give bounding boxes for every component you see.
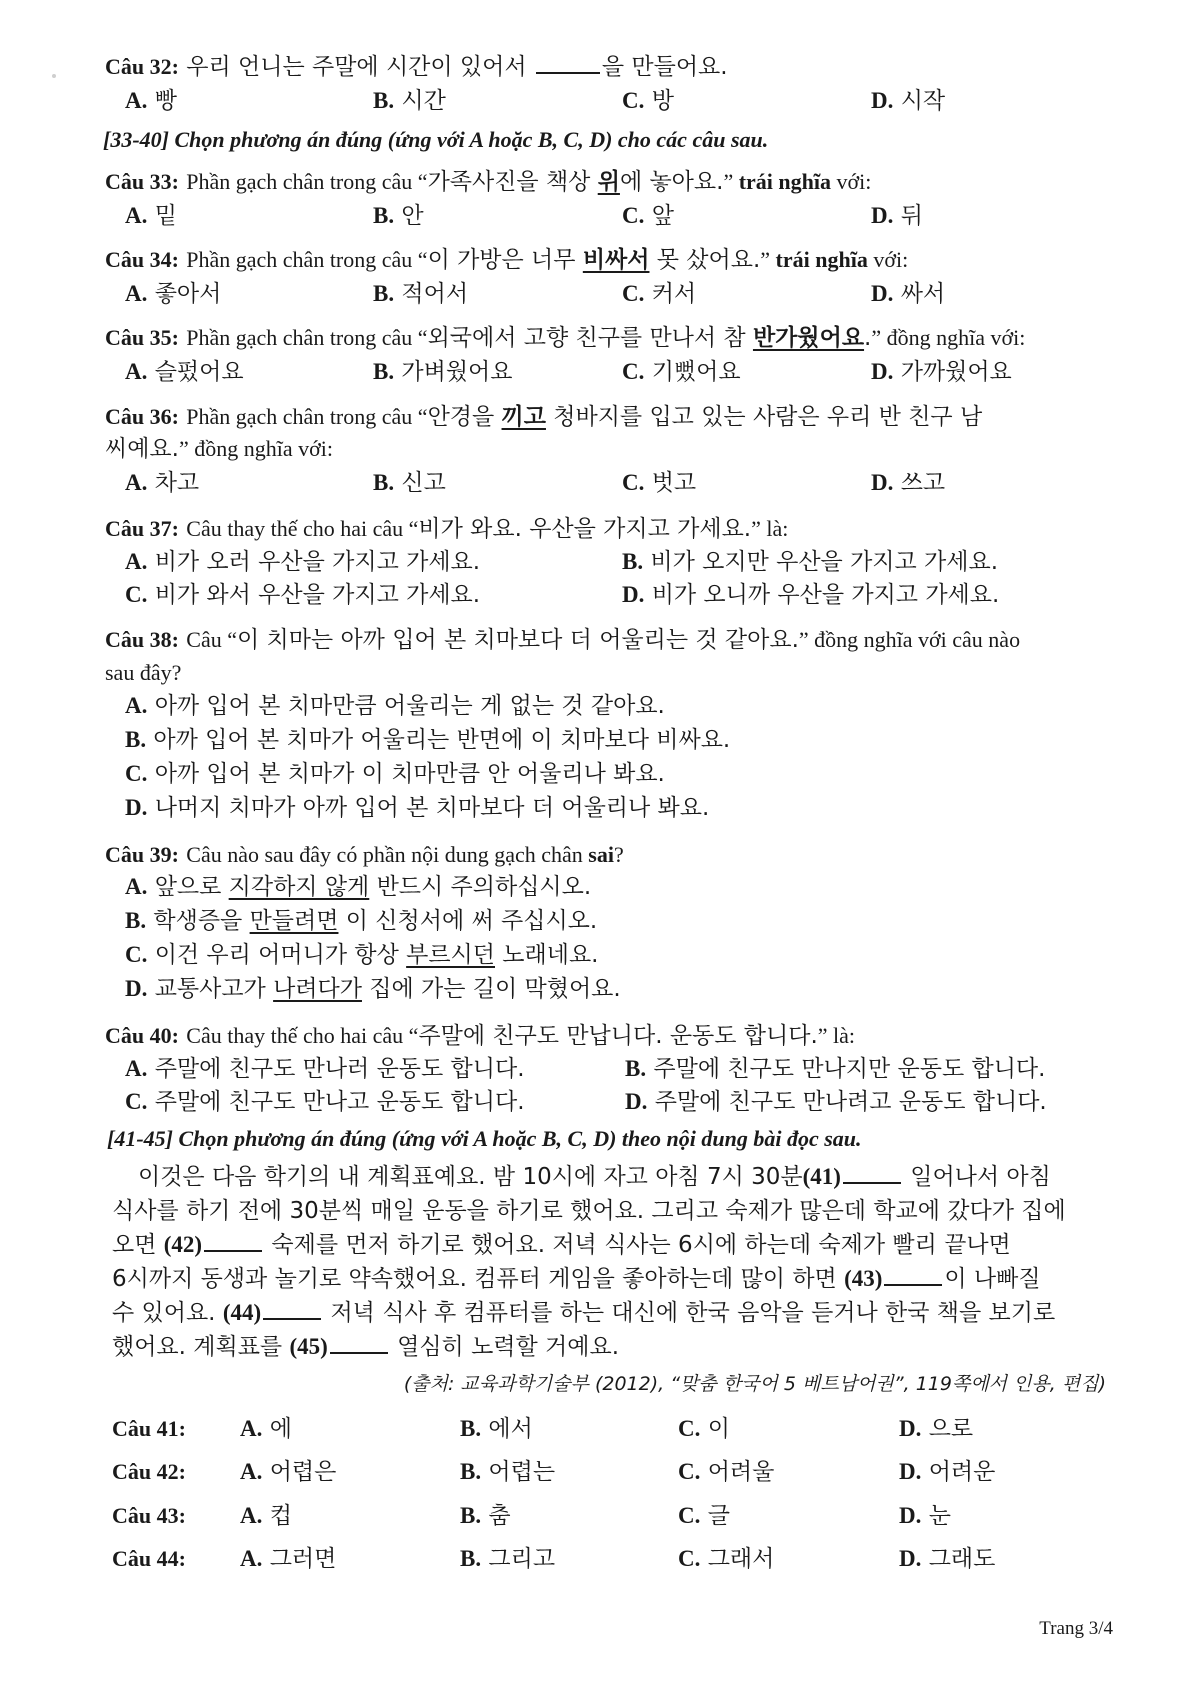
question-36: Câu 36: Phần gạch chân trong câu “안경을 끼고 청바지를 입고 있는 사람은 우리 반 친구 남 xyxy=(105,404,983,430)
exam-page: Câu 32: 우리 언니는 주말에 시간이 있어서 을 만들어요. A. 빵 B. 시간 C. 방 D. 시작 [33-40] Chọn phương án đúng (ứng với A hoặc B, C, D) cho các câu sau. Câu 33: Phần gạch chân trong câu “가족사진을 책상 위에 놓아요.” trái nghĩa với: A. 밑 B. 안 C. 앞 D. 뒤 Câu 34: Phần gạch chân trong câu “이 가방은 너무 비싸서 못 샀어요.” trái nghĩa với: A. 좋아서 B. 적어서 C. 커서 D. 싸서 Câu 35: Phần gạch chân trong câu “외국에서 고향 친구를 만나서 참 반가웠어요.” đồng nghĩa với: A. 슬펐어요 B. 가벼웠어요 C. 기뻤어요 D. 가까웠어요 Câu 36: Phần gạch chân trong câu “안경을 끼고 청바지를 입고 있는 사람은 우리 반 친구 남 씨예요.” đồng nghĩa với: A. 차고 B. 신고 C. 벗고 D. 쓰고 Câu 37: Câu thay thế cho hai câu “비가 와요. 우산을 가지고 가세요.” là: A. 비가 오러 우산을 가지고 가세요. B. 비가 오지만 우산을 가지고 가세요. C. 비가 와서 우산을 가지고 가세요. D. 비가 오니까 우산을 가지고 가세요. Câu 38: Câu “이 치마는 아까 입어 본 치마보다 더 어울리는 것 같아요.” đồng nghĩa với câu nào sau đây? A. 아까 입어 본 치마만큼 어울리는 게 없는 것 같아요. B. 아까 입어 본 치마가 어울리는 반면에 이 치마보다 비싸요. C. 아까 입어 본 치마가 이 치마만큼 안 어울리나 봐요. D. 나머지 치마가 아까 입어 본 치마보다 더 어울리나 봐요. Câu 39: Câu nào sau đây có phần nội dung gạch chân sai? A. 앞으로 지각하지 않게 반드시 주의하십시오. B. 학생증을 만들려면 이 신청서에 써 주십시오. C. 이건 우리 어머니가 항상 부르시던 노래네요. D. 교통사고가 나려다가 집에 가는 길이 막혔어요. Câu 40: Câu thay thế cho hai câu “주말에 친구도 만납니다. 운동도 합니다.” là: A. 주말에 친구도 만나러 운동도 합니다. B. 주말에 친구도 만나지만 운동도 합니다. C. 주말에 친구도 만나고 운동도 합니다. D. 주말에 친구도 만나려고 운동도 합니다. [41-45] Chọn phương án đúng (ứng với A hoặc B, C, D) theo nội dung bài đọc sau. 이것은 다음 학기의 내 계획표예요. 밤 10시에 자고 아침 7시 30분(41) 일어나서 아침 식사를 하기 전에 30분씩 매일 운동을 하기로 했어요. 그리고 숙제가 많은데 학교에 갔다가 집에 오면 (42) 숙제를 먼저 하기로 했어요. 저녁 식사는 6시에 하는데 숙제가 빨리 끝나면 6시까지 동생과 놀기로 약속했어요. 컴퓨터 게임을 좋아하는데 많이 하면 (43) 이 나빠질 수 있어요. (44) 저녁 식사 후 컴퓨터를 하는 대신에 한국 음악을 듣거나 한국 책을 보기로 했어요. 계획표를 (45) 열심히 노력할 거예요. (출처: 교육과학기술부 (2012), “맞춤 한국어 5 베트남어권”, 119쪽에서 인용, 편집) Câu 41: A. 에 B. 에서 C. 이 D. 으로 Câu 42: A. 어렵은 B. 어렵는 C. 어려울 D. 어려운 Câu 43: A. 컵 B. 춤 C. 글 D. 눈 Câu 44: A. 그러면 B. 그리고 C. 그래서 D. 그래도 Trang 3/4 xyxy=(0,0,1191,1684)
question-40: Câu 40: Câu thay thế cho hai câu “주말에 친구도 만납니다. 운동도 합니다.” là: xyxy=(105,1023,856,1049)
question-34: Câu 34: Phần gạch chân trong câu “이 가방은 너무 비싸서 못 샀어요.” trái nghĩa với: xyxy=(105,247,909,273)
section-heading-41-45: [41-45] Chọn phương án đúng (ứng với A hoặc B, C, D) theo nội dung bài đọc sau. xyxy=(107,1126,862,1151)
answer-blank xyxy=(536,52,600,74)
question-36-line2: 씨예요.” đồng nghĩa với: xyxy=(105,436,333,462)
question-38: Câu 38: Câu “이 치마는 아까 입어 본 치마보다 더 어울리는 것 같아요.” đồng nghĩa với câu nào xyxy=(105,627,1021,653)
section-heading-33-40: [33-40] Chọn phương án đúng (ứng với A hoặc B, C, D) cho các câu sau. xyxy=(103,127,769,152)
question-32: Câu 32: 우리 언니는 주말에 시간이 있어서 을 만들어요. xyxy=(105,54,728,80)
answer-blank xyxy=(884,1264,942,1286)
answer-blank xyxy=(263,1298,321,1320)
question-39: Câu 39: Câu nào sau đây có phần nội dung gạch chân sai? xyxy=(105,842,624,867)
reading-passage: 이것은 다음 학기의 내 계획표예요. 밤 10시에 자고 아침 7시 30분(41) 일어나서 아침 식사를 하기 전에 30분씩 매일 운동을 하기로 했어요. 그리고 숙제가 많은데 학교에 갔다가 집에 오면 (42) 숙제를 먼저 하기로 했어요. 저녁 식사는 6시에 하는데 숙제가 빨리 끝나면 6시까지 동생과 놀기로 약속했어요. 컴퓨터 게임을 좋아하는데 많이 하면 (43) 이 나빠질 수 있어요. (44) 저녁 식사 후 컴퓨터를 하는 대신에 한국 음악을 듣거나 한국 책을 보기로 했어요. 계획표를 (45) 열심히 노력할 거예요. xyxy=(112,1164,1066,1360)
question-38-line2: sau đây? xyxy=(105,660,182,685)
question-37: Câu 37: Câu thay thế cho hai câu “비가 와요. 우산을 가지고 가세요.” là: xyxy=(105,516,789,542)
question-35: Câu 35: Phần gạch chân trong câu “외국에서 고향 친구를 만나서 참 반가웠어요.” đồng nghĩa với: xyxy=(105,325,1026,351)
scan-speck xyxy=(52,74,56,78)
source-citation: (출처: 교육과학기술부 (2012), “맞춤 한국어 5 베트남어권”, 119쪽에서 인용, 편집) xyxy=(403,1373,1106,1395)
answer-blank xyxy=(843,1162,901,1184)
question-33: Câu 33: Phần gạch chân trong câu “가족사진을 책상 위에 놓아요.” trái nghĩa với: xyxy=(105,169,872,195)
page-number: Trang 3/4 xyxy=(1039,1618,1113,1639)
answer-blank xyxy=(204,1230,262,1252)
answer-blank xyxy=(330,1332,388,1354)
